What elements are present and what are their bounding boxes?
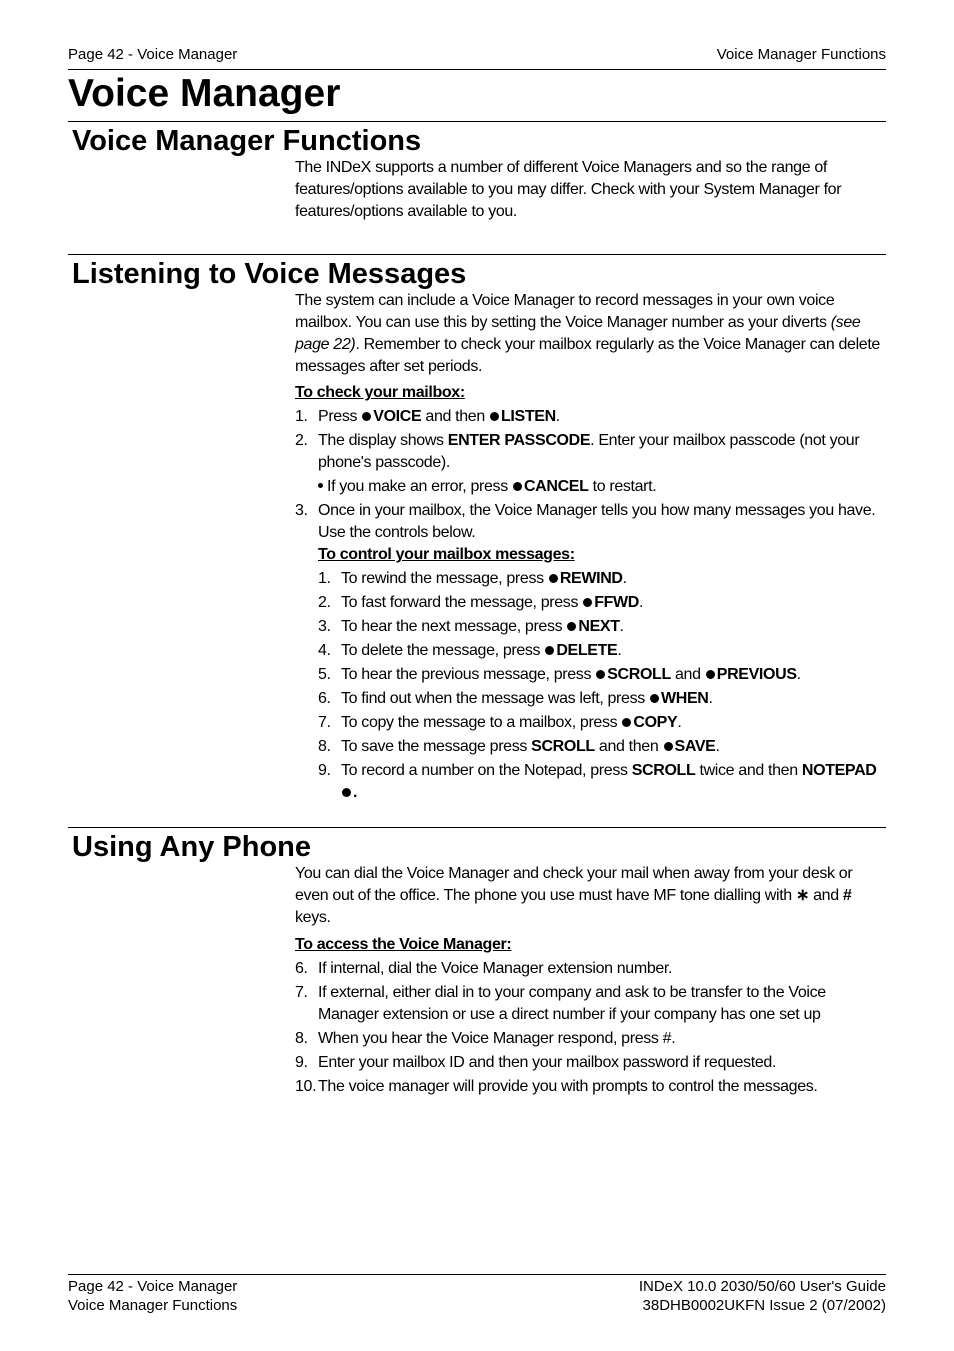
item-text: To fast forward the message, press xyxy=(341,594,583,611)
list-item xyxy=(318,616,887,638)
access-steps xyxy=(295,958,887,1098)
item-number: 9. xyxy=(295,1054,308,1071)
item-number: 4. xyxy=(318,642,331,659)
page-reference: (see page 22) xyxy=(295,314,861,353)
feature-button-icon xyxy=(545,646,554,655)
section-rule xyxy=(68,254,886,255)
item-text: . xyxy=(353,784,358,801)
key-label: DELETE xyxy=(556,642,618,659)
section-heading-any-phone: Using Any Phone xyxy=(72,831,311,863)
feature-button-icon xyxy=(513,482,522,491)
item-text: Press xyxy=(318,408,362,425)
list-item xyxy=(318,568,887,590)
subheading-text: To access the Voice Manager xyxy=(295,936,507,953)
list-item xyxy=(295,982,887,1026)
item-number: 6. xyxy=(295,960,308,977)
item-number: 7. xyxy=(318,714,331,731)
item-text: The display shows xyxy=(318,432,448,449)
key-label: LISTEN xyxy=(500,408,556,425)
item-text: . Enter your mailbox passcode (not your phone's passcode). xyxy=(318,432,860,471)
item-text: To copy the message to a mailbox, press xyxy=(341,714,622,731)
key-label: FFWD xyxy=(594,594,640,611)
key-label: PREVIOUS xyxy=(716,666,797,683)
item-text: When you hear the Voice Manager respond, press #. xyxy=(318,1030,676,1047)
item-text: To delete the message, press xyxy=(341,642,545,659)
section-rule xyxy=(68,121,886,122)
item-text: . xyxy=(677,714,682,731)
section-body-listening xyxy=(295,290,887,804)
item-text: To save the message press xyxy=(341,738,532,755)
footer-page-label: Page 42 - Voice Manager xyxy=(68,1278,238,1295)
item-text: and then xyxy=(594,738,663,755)
list-item xyxy=(318,592,887,614)
item-text: To hear the previous message, press xyxy=(341,666,596,683)
item-number: 5. xyxy=(318,666,331,683)
list-item xyxy=(318,688,887,710)
check-steps xyxy=(295,406,887,804)
list-item xyxy=(318,640,887,662)
item-text: If external, either dial in to your company and ask to be transfer to the Voice Manager extension or use a direct number if your company has one set up xyxy=(318,984,826,1023)
item-text: To rewind the message, press xyxy=(341,570,548,587)
list-item xyxy=(318,664,887,686)
feature-button-icon xyxy=(664,742,673,751)
paragraph-text: The system can include a Voice Manager to record messages in your own voice mailbox. You can use this by setting the Voice Manager number as your diverts xyxy=(295,292,835,331)
footer-rule xyxy=(68,1274,886,1275)
item-number: 9. xyxy=(318,762,331,779)
item-text: . xyxy=(639,594,644,611)
item-text: The voice manager will provide you with prompts to control the messages. xyxy=(318,1078,818,1095)
list-item xyxy=(295,500,887,804)
item-text: twice and then xyxy=(695,762,802,779)
list-item xyxy=(295,1052,887,1074)
feature-button-icon xyxy=(650,694,659,703)
section-body-functions xyxy=(295,157,887,223)
subheading-colon: : xyxy=(459,384,465,401)
item-number: 2. xyxy=(295,432,308,449)
feature-button-icon xyxy=(362,412,371,421)
paragraph-text: keys. xyxy=(295,909,331,926)
key-label: COPY xyxy=(633,714,678,731)
item-text: . xyxy=(796,666,801,683)
section-heading-listening: Listening to Voice Messages xyxy=(72,258,467,290)
feature-button-icon xyxy=(549,574,558,583)
item-number: 1. xyxy=(318,570,331,587)
key-label: ENTER PASSCODE xyxy=(447,432,591,449)
item-text: . xyxy=(555,408,560,425)
section-rule xyxy=(68,827,886,828)
paragraph-text: You can dial the Voice Manager and check your mail when away from your desk or even out of the office. The phone you use must have MF tone dialling with xyxy=(295,865,853,904)
feature-button-icon xyxy=(622,718,631,727)
item-text: To find out when the message was left, press xyxy=(341,690,649,707)
section-body-any-phone xyxy=(295,863,887,1098)
bullet-item xyxy=(318,476,887,498)
subheading-control-messages xyxy=(318,544,887,566)
item-text: If you make an error, press xyxy=(327,478,512,495)
list-item xyxy=(318,760,887,804)
footer-left xyxy=(68,1277,237,1315)
footer-right xyxy=(639,1277,886,1315)
feature-button-icon xyxy=(567,622,576,631)
item-number: 2. xyxy=(318,594,331,611)
list-item xyxy=(295,1028,887,1050)
item-text: . xyxy=(715,738,720,755)
item-text: Enter your mailbox ID and then your mailbox password if requested. xyxy=(318,1054,777,1071)
item-text: . xyxy=(708,690,713,707)
item-text: and then xyxy=(421,408,489,425)
key-label: CANCEL xyxy=(523,478,589,495)
star-key-icon: ∗ xyxy=(795,887,810,904)
key-label: NOTEPAD xyxy=(801,762,877,779)
list-item xyxy=(318,712,887,734)
item-number: 3. xyxy=(318,618,331,635)
item-number: 8. xyxy=(318,738,331,755)
item-number: 3. xyxy=(295,502,308,519)
subheading-check-mailbox xyxy=(295,382,887,404)
key-label: WHEN xyxy=(660,690,709,707)
list-item xyxy=(295,430,887,498)
feature-button-icon xyxy=(706,670,715,679)
list-item xyxy=(295,958,887,980)
item-text: . xyxy=(622,570,627,587)
paragraph xyxy=(295,290,887,378)
list-item xyxy=(295,406,887,428)
item-text: To record a number on the Notepad, press xyxy=(341,762,632,779)
running-header xyxy=(68,46,886,63)
key-label: NEXT xyxy=(578,618,620,635)
item-text: and xyxy=(670,666,705,683)
paragraph-text: and xyxy=(809,887,843,904)
paragraph xyxy=(295,863,887,929)
hash-key-icon: # xyxy=(842,887,852,904)
list-item xyxy=(318,736,887,758)
item-text: . xyxy=(617,642,622,659)
bullet-icon xyxy=(318,483,323,488)
key-label: REWIND xyxy=(559,570,623,587)
key-label: SCROLL xyxy=(631,762,696,779)
key-label: SCROLL xyxy=(531,738,595,755)
header-right: Voice Manager Functions xyxy=(716,46,886,63)
feature-button-icon xyxy=(596,670,605,679)
feature-button-icon xyxy=(490,412,499,421)
header-left: Page 42 - Voice Manager xyxy=(68,46,238,63)
key-label: SCROLL xyxy=(607,666,671,683)
item-number: 7. xyxy=(295,984,308,1001)
control-steps xyxy=(318,568,887,804)
paragraph-text: . Remember to check your mailbox regularly as the Voice Manager can delete messages after set periods. xyxy=(295,336,880,375)
subheading-colon: : xyxy=(569,546,575,563)
item-text: Once in your mailbox, the Voice Manager tells you how many messages you have. Use the controls below. xyxy=(318,502,876,541)
feature-button-icon xyxy=(342,788,351,797)
list-item xyxy=(295,1076,887,1098)
item-text: If internal, dial the Voice Manager extension number. xyxy=(318,960,673,977)
footer-section-label: Voice Manager Functions xyxy=(68,1297,238,1314)
item-number: 1. xyxy=(295,408,308,425)
item-text: . xyxy=(619,618,624,635)
paragraph: The INDeX supports a number of different Voice Managers and so the range of features/options available to you may differ. Check with your System Manager for features/options available to you. xyxy=(295,159,842,220)
item-number: 8. xyxy=(295,1030,308,1047)
item-text: to restart. xyxy=(588,478,657,495)
item-number: 10. xyxy=(295,1078,317,1095)
key-label: VOICE xyxy=(373,408,422,425)
subheading-text: To control your mailbox messages xyxy=(318,546,570,563)
key-label: SAVE xyxy=(674,738,716,755)
subheading-text: To check your mailbox xyxy=(295,384,460,401)
page-title: Voice Manager xyxy=(68,72,341,115)
item-number: 6. xyxy=(318,690,331,707)
subheading-access-voice-manager xyxy=(295,934,887,956)
feature-button-icon xyxy=(583,598,592,607)
subheading-colon: : xyxy=(506,936,512,953)
section-heading-functions: Voice Manager Functions xyxy=(72,125,422,157)
item-text: To hear the next message, press xyxy=(341,618,567,635)
footer-issue: 38DHB0002UKFN Issue 2 (07/2002) xyxy=(642,1297,886,1314)
footer-guide-title: INDeX 10.0 2030/50/60 User's Guide xyxy=(638,1278,886,1295)
